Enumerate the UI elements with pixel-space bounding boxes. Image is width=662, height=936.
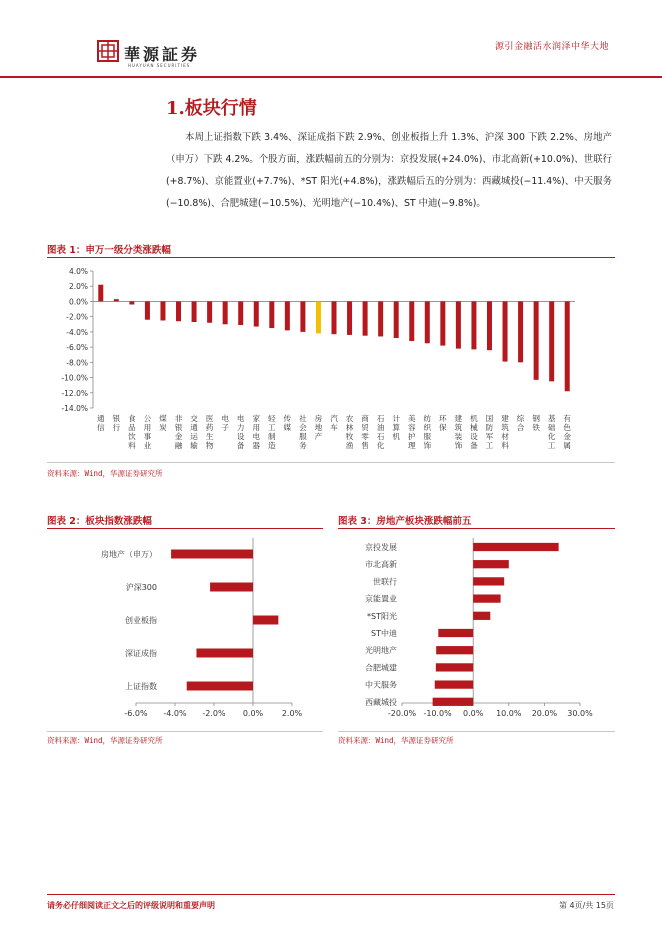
bar bbox=[378, 301, 383, 336]
x-tick-label: 银行 bbox=[112, 414, 121, 432]
bar bbox=[223, 301, 228, 324]
figure-1-source: 资料来源：Wind，华源证券研究所 bbox=[47, 469, 163, 478]
x-tick-label: 20.0% bbox=[531, 709, 558, 718]
bar bbox=[473, 594, 500, 602]
bar bbox=[473, 577, 504, 585]
bar bbox=[114, 299, 119, 301]
x-tick-label: -2.0% bbox=[202, 709, 226, 718]
bar bbox=[176, 301, 181, 321]
bar bbox=[438, 629, 473, 637]
x-tick-label: 医药生物 bbox=[205, 414, 214, 450]
bar bbox=[473, 543, 558, 551]
bar bbox=[145, 301, 150, 319]
y-tick-label: 0.0% bbox=[68, 297, 88, 307]
bar bbox=[332, 301, 337, 334]
x-tick-label: 环保 bbox=[439, 414, 447, 432]
bar bbox=[129, 301, 134, 304]
x-tick-label: 有色金属 bbox=[563, 414, 572, 450]
header-divider bbox=[0, 76, 662, 78]
logo-icon bbox=[97, 40, 119, 62]
category-label: 市北高新 bbox=[365, 560, 397, 570]
bar bbox=[471, 301, 476, 349]
y-tick-label: -12.0% bbox=[61, 388, 88, 398]
bar bbox=[436, 663, 473, 671]
bar bbox=[300, 301, 305, 331]
x-tick-label: 非银金融 bbox=[174, 414, 183, 450]
category-label: 深证成指 bbox=[125, 649, 157, 658]
x-tick-label: 0.0% bbox=[242, 709, 264, 718]
category-label: 光明地产 bbox=[365, 646, 397, 656]
bar bbox=[210, 583, 253, 592]
footer-disclaimer: 请务必仔细阅读正文之后的评级说明和重要声明 bbox=[47, 901, 215, 910]
x-tick-label: 基础化工 bbox=[547, 414, 556, 450]
bar bbox=[433, 698, 474, 706]
x-tick-label: 交通运输 bbox=[190, 414, 198, 450]
x-tick-label: 钢铁 bbox=[532, 414, 540, 432]
bar bbox=[549, 301, 554, 381]
category-label: *ST阳光 bbox=[367, 611, 397, 621]
figure-3-source: 资料来源：Wind，华源证券研究所 bbox=[338, 736, 454, 745]
bar bbox=[171, 550, 253, 559]
category-label: 房地产（申万） bbox=[101, 550, 157, 559]
x-tick-label: 30.0% bbox=[567, 709, 593, 718]
x-tick-label: 美容护理 bbox=[407, 414, 416, 450]
bar bbox=[192, 301, 197, 322]
y-tick-label: -14.0% bbox=[61, 404, 88, 413]
category-label: 中天服务 bbox=[365, 680, 397, 690]
x-tick-label: 通信 bbox=[96, 414, 105, 432]
x-tick-label: 纺织服饰 bbox=[423, 414, 432, 450]
x-tick-label: 10.0% bbox=[496, 709, 522, 718]
y-tick-label: -10.0% bbox=[61, 373, 88, 383]
y-tick-label: -8.0% bbox=[66, 358, 88, 368]
figure-3-title: 图表 3：房地产板块涨跌幅前五 bbox=[338, 516, 472, 527]
x-tick-label: 传媒 bbox=[283, 414, 292, 432]
category-label: 西藏城投 bbox=[365, 697, 397, 707]
bar bbox=[440, 301, 445, 345]
bar bbox=[285, 301, 290, 330]
bar bbox=[534, 301, 539, 379]
x-tick-label: 综合 bbox=[516, 414, 525, 432]
bar bbox=[160, 301, 165, 320]
category-label: 创业板指 bbox=[125, 616, 157, 625]
x-tick-label: 食品饮料 bbox=[128, 414, 136, 450]
section-title: 1.板块行情 bbox=[166, 98, 257, 119]
bar bbox=[425, 301, 430, 343]
bar bbox=[207, 301, 212, 322]
x-tick-label: 煤炭 bbox=[159, 414, 167, 432]
x-tick-label: 石油石化 bbox=[376, 414, 385, 450]
figure-1-title: 图表 1：申万一级分类涨跌幅 bbox=[47, 245, 171, 256]
bar bbox=[196, 649, 253, 658]
x-tick-label: -10.0% bbox=[423, 709, 452, 718]
figure-2-rule bbox=[47, 528, 323, 529]
bar bbox=[187, 682, 253, 691]
category-label: 沪深300 bbox=[125, 583, 157, 592]
page-number: 第 4页/共 15页 bbox=[558, 901, 614, 910]
figure-2-source: 资料来源：Wind，华源证券研究所 bbox=[47, 736, 163, 745]
footer-divider bbox=[47, 894, 615, 895]
industry-return-chart bbox=[47, 260, 615, 460]
y-tick-label: 4.0% bbox=[68, 267, 88, 276]
bar bbox=[347, 301, 352, 334]
x-tick-label: 机械设备 bbox=[470, 414, 478, 450]
bar bbox=[316, 301, 321, 333]
bar bbox=[363, 301, 368, 335]
bar bbox=[565, 301, 570, 391]
bar bbox=[253, 616, 278, 625]
x-tick-label: 2.0% bbox=[281, 709, 303, 718]
x-tick-label: 0.0% bbox=[463, 709, 484, 718]
category-label: 世联行 bbox=[373, 577, 397, 587]
x-tick-label: 商贸零售 bbox=[361, 414, 369, 450]
bar bbox=[456, 301, 461, 348]
x-tick-label: 计算机 bbox=[392, 414, 400, 441]
x-tick-label: -6.0% bbox=[124, 709, 148, 718]
bar bbox=[238, 301, 243, 325]
figure-1-rule bbox=[47, 257, 615, 258]
bar bbox=[518, 301, 523, 362]
bar bbox=[473, 612, 490, 620]
x-tick-label: 建筑材料 bbox=[501, 414, 509, 450]
category-label: ST中迪 bbox=[371, 629, 397, 638]
figure-2-title: 图表 2：板块指数涨跌幅 bbox=[47, 516, 152, 527]
y-tick-label: -4.0% bbox=[66, 327, 88, 337]
x-tick-label: 家用电器 bbox=[252, 414, 261, 450]
figure-3-source-rule bbox=[338, 731, 615, 732]
bar bbox=[409, 301, 414, 341]
y-tick-label: 2.0% bbox=[68, 282, 88, 292]
x-tick-label: 汽车 bbox=[330, 414, 338, 432]
bar bbox=[473, 560, 509, 568]
category-label: 上证指数 bbox=[125, 682, 157, 691]
x-tick-label: 国防军工 bbox=[485, 414, 494, 450]
y-tick-label: -2.0% bbox=[66, 312, 88, 322]
y-tick-label: -6.0% bbox=[66, 343, 88, 353]
top-stocks-chart bbox=[338, 532, 615, 724]
x-tick-label: 房地产 bbox=[314, 414, 323, 441]
figure-1-source-rule bbox=[47, 462, 615, 463]
bar bbox=[98, 285, 103, 302]
x-tick-label: 轻工制造 bbox=[268, 414, 276, 450]
bar bbox=[435, 680, 473, 688]
x-tick-label: 电子 bbox=[221, 414, 229, 432]
category-label: 合肥城建 bbox=[365, 663, 397, 673]
bar bbox=[487, 301, 492, 350]
index-return-chart bbox=[47, 532, 323, 724]
figure-2-source-rule bbox=[47, 731, 323, 732]
logo-subtext: HUAYUAN SECURITIES bbox=[128, 63, 191, 68]
section-body: 本周上证指数下跌 3.4%、深证成指下跌 2.9%、创业板指上升 1.3%、沪深 300 下跌 2.2%、房地产（申万）下跌 4.2%。个股方面，涨跌幅前五的分别为：京投发展(+24.0%)、市北高新(+10.0%)、世联行(+8.7%)、京能置业(+7.7%)、*ST 阳光(+4.8%)，涨跌幅后五的分别为：西藏城投(−11.4%)、中天服务(−10.8%)、合肥城建(−10.5%)、光明地产(−10.4%)、ST 中迪(−9.8%)。 bbox=[166, 132, 612, 209]
x-tick-label: 社会服务 bbox=[299, 414, 307, 450]
x-tick-label: 电力设备 bbox=[236, 414, 245, 450]
category-label: 京投发展 bbox=[365, 543, 397, 552]
x-tick-label: -20.0% bbox=[387, 709, 417, 718]
bar bbox=[269, 301, 274, 328]
x-tick-label: 公用事业 bbox=[143, 414, 152, 450]
bar bbox=[436, 646, 473, 654]
bar bbox=[254, 301, 259, 326]
figure-3-rule bbox=[338, 528, 615, 529]
x-tick-label: 农林牧渔 bbox=[345, 414, 354, 450]
bar bbox=[503, 301, 508, 361]
x-tick-label: 建筑装饰 bbox=[454, 414, 463, 450]
header-slogan: 源引金融活水润泽中华大地 bbox=[494, 42, 609, 52]
logo-text: 華源証券 bbox=[124, 45, 201, 64]
x-tick-label: -4.0% bbox=[163, 709, 187, 718]
category-label: 京能置业 bbox=[365, 594, 397, 604]
bar bbox=[394, 301, 399, 338]
